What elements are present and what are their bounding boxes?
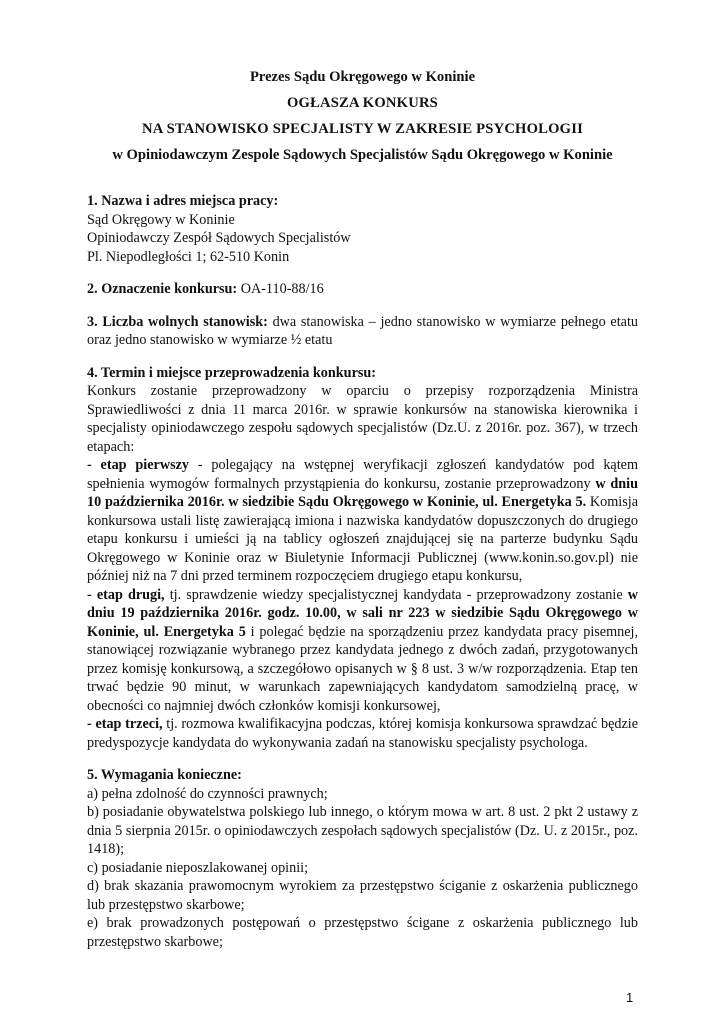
- section-4-title: 4. Termin i miejsce przeprowadzenia konkursu:: [87, 364, 377, 381]
- stage-three: - etap trzeci, tj. rozmowa kwalifikacyjna podczas, której komisja konkursowa sprawdzać będzie predyspozycje kandydata do wykonywania zadań na stanowisku specjalisty psychologa.: [87, 716, 638, 751]
- header-announces: OGŁASZA KONKURS: [287, 95, 438, 111]
- competition-number: OA-110-88/16: [240, 281, 324, 297]
- section-2-title: 2. Oznaczenie konkursu:: [87, 281, 238, 297]
- requirement-e: e) brak prowadzonych postępowań o przestępstwo ścigane z oskarżenia publicznego lub przestępstwo skarbowe;: [87, 915, 638, 950]
- section-vacancies: [87, 313, 638, 350]
- header-position: NA STANOWISKO SPECJALISTY W ZAKRESIE PSYCHOLOGII: [142, 121, 583, 137]
- announcement-header: [60, 64, 665, 168]
- header-unit: w Opiniodawczym Zespole Sądowych Specjalistów Sądu Okręgowego w Koninie: [112, 147, 613, 163]
- page-number: 1: [626, 990, 634, 1005]
- document-body: [87, 192, 638, 965]
- section-workplace: [87, 192, 638, 266]
- section-5-title: 5. Wymagania konieczne:: [87, 767, 242, 783]
- section-schedule: [87, 364, 638, 753]
- workplace-name: Sąd Okręgowy w Koninie: [87, 211, 235, 228]
- requirement-a: a) pełna zdolność do czynności prawnych;: [87, 785, 328, 802]
- workplace-unit: Opiniodawczy Zespół Sądowych Specjalistów: [87, 230, 351, 246]
- section-competition-id: [87, 280, 638, 299]
- requirement-b: b) posiadanie obywatelstwa polskiego lub innego, o którym mowa w art. 8 ust. 2 pkt 2 ustawy z dnia 5 sierpnia 2015r. o opiniodawczych zespołach sądowych specjalistów (Dz. U. z 2015r., poz. 1418);: [87, 804, 638, 857]
- stage-one: - etap pierwszy - polegający na wstępnej weryfikacji zgłoszeń kandydatów pod kątem spełnienia wymogów formalnych przystąpienia do konkursu, zostanie przeprowadzony w dniu 10 października 2016r. w siedzibie Sądu Okręgowego w Koninie, ul. Energetyka 5. Komisja konkursowa ustali listę zawierającą imiona i nazwiska kandydatów dopuszczonych do drugiego etapu konkursu i umieści ją na tablicy ogłoszeń znajdującej się na parterze budynku Sądu Okręgowego w Koninie oraz w Biuletynie Informacji Publicznej (www.konin.so.gov.pl) nie później niż na 7 dni przed terminem rozpoczęciem drugiego etapu konkursu,: [87, 457, 639, 584]
- section-requirements: [87, 766, 638, 951]
- section-1-title: 1. Nazwa i adres miejsca pracy:: [87, 193, 279, 209]
- header-issuer: Prezes Sądu Okręgowego w Koninie: [249, 69, 476, 85]
- requirement-d: d) brak skazania prawomocnym wyrokiem za przestępstwo ściganie z oskarżenia publicznego lub przestępstwo skarbowe;: [87, 878, 638, 913]
- vacancies-text: dwa stanowiska – jedno stanowisko w wymiarze pełnego etatu oraz jedno stanowisko w wymiarze ½ etatu: [87, 313, 638, 348]
- requirement-c: c) posiadanie nieposzlakowanej opinii;: [87, 859, 309, 876]
- stage-two: - etap drugi, tj. sprawdzenie wiedzy specjalistycznej kandydata - przeprowadzony zostanie w dniu 19 października 2016r. godz. 10.00, w sali nr 223 w siedzibie Sądu Okręgowego w Koninie, ul. Energetyka 5 i polegać będzie na sporządzeniu przez kandydata pracy pisemnej, stanowiącej rozwiązanie wybranego przez kandydata jednego z dwóch zadań, przygotowanych przez komisję konkursową, a szczegółowo opisanych w § 8 ust. 3 w/w rozporządzenia. Etap ten trwać będzie 90 minut, w warunkach zapewniających kandydatom samodzielną pracę, w obecności co najmniej dwóch członków komisji konkursowej,: [87, 586, 638, 714]
- section-3-title: 3. Liczba wolnych stanowisk:: [87, 313, 268, 330]
- schedule-intro: Konkurs zostanie przeprowadzony w oparciu o przepisy rozporządzenia Ministra Sprawiedliwości z dnia 11 marca 2016r. w sprawie konkursów na stanowiska kierownika i specjalisty opiniodawczego zespołu sądowych specjalistów (Dz.U. z 2016r. poz. 367), w trzech etapach:: [87, 383, 638, 455]
- workplace-address: Pl. Niepodległości 1; 62-510 Konin: [87, 248, 290, 265]
